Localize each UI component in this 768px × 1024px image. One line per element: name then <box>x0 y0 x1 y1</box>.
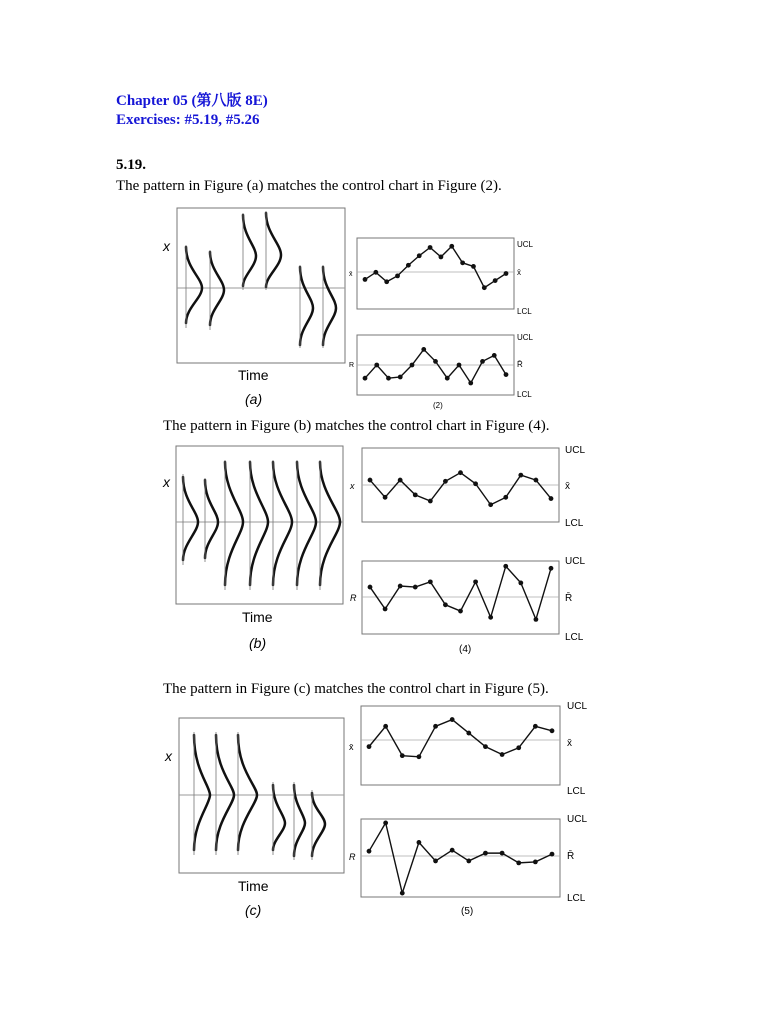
chart-point-11 <box>533 860 538 865</box>
chart-5-r-center-label: R̄ <box>567 851 575 862</box>
chart-4-caption: (4) <box>459 644 472 655</box>
chart-2-caption: (2) <box>433 401 443 410</box>
chart-point-4 <box>395 273 400 278</box>
chart-2-r-axis-symbol: R <box>349 362 355 369</box>
chart-point-12 <box>482 285 487 290</box>
chart-point-8 <box>473 579 478 584</box>
chart-2-r-center-label: R̄ <box>517 360 523 369</box>
chart-4-r-lcl-label: LCL <box>565 632 584 643</box>
chart-point-12 <box>534 478 539 483</box>
chart-point-9 <box>488 615 493 620</box>
chart-4-x-axis-symbol: x <box>350 481 355 491</box>
chart-point-12 <box>550 852 555 857</box>
chart-point-2 <box>374 363 379 368</box>
chart-point-8 <box>483 851 488 856</box>
chart-point-10 <box>468 381 473 386</box>
control-chart-5-xbar <box>349 701 588 797</box>
chart-point-12 <box>550 728 555 733</box>
problem-number: 5.19. <box>116 157 146 173</box>
chart-point-10 <box>503 564 508 569</box>
chart-point-3 <box>400 753 405 758</box>
chart-point-3 <box>386 376 391 381</box>
chart-point-6 <box>421 347 426 352</box>
chart-5-r-lcl-label: LCL <box>567 893 586 904</box>
chart-point-10 <box>460 260 465 265</box>
chart-point-7 <box>428 245 433 250</box>
chart-point-10 <box>503 495 508 500</box>
chart-4-ucl-label: UCL <box>565 445 586 456</box>
chart-point-2 <box>383 724 388 729</box>
chart-4-r-axis-symbol: R <box>350 593 357 603</box>
chart-point-8 <box>439 255 444 260</box>
figure-c-time-label: Time <box>238 878 269 894</box>
chart-point-6 <box>450 848 455 853</box>
chart-point-11 <box>480 359 485 364</box>
chart-point-1 <box>368 585 373 590</box>
figure-b-time-label: Time <box>242 609 273 625</box>
answer-sentence-c: The pattern in Figure (c) matches the control chart in Figure (5). <box>163 681 549 697</box>
chart-point-9 <box>457 363 462 368</box>
chart-point-11 <box>533 724 538 729</box>
chart-4-r-center-label: R̄ <box>565 593 573 604</box>
control-chart-2-xbar <box>349 238 534 318</box>
chart-point-7 <box>466 859 471 864</box>
chart-point-4 <box>413 492 418 497</box>
chart-point-12 <box>492 353 497 358</box>
chart-point-3 <box>398 478 403 483</box>
chart-point-1 <box>368 478 373 483</box>
chart-4-r-ucl-label: UCL <box>565 556 586 567</box>
chart-point-6 <box>450 717 455 722</box>
chart-2-r-ucl-label: UCL <box>517 333 534 342</box>
exercises-heading: Exercises: #5.19, #5.26 <box>116 112 260 128</box>
figure-a-y-label: x <box>163 238 170 254</box>
chart-point-2 <box>383 495 388 500</box>
chart-point-4 <box>417 840 422 845</box>
chart-5-xbar-axis-symbol: x̄ <box>349 742 354 752</box>
chart-point-13 <box>493 278 498 283</box>
chart-point-7 <box>458 470 463 475</box>
chart-point-3 <box>384 279 389 284</box>
chart-point-4 <box>417 754 422 759</box>
chart-point-3 <box>400 891 405 896</box>
chart-point-5 <box>428 499 433 504</box>
chart-point-6 <box>443 479 448 484</box>
chart-point-5 <box>433 859 438 864</box>
figure-c-caption: (c) <box>245 902 262 918</box>
chart-5-lcl-label: LCL <box>567 786 586 797</box>
chart-point-11 <box>471 264 476 269</box>
chart-2-center-label: x̄ <box>517 268 521 277</box>
chart-point-13 <box>549 496 554 501</box>
chart-point-5 <box>410 363 415 368</box>
control-chart-4-r <box>350 556 586 656</box>
chart-point-11 <box>518 581 523 586</box>
chart-5-caption: (5) <box>461 906 474 917</box>
chart-point-5 <box>428 579 433 584</box>
control-chart-2-r <box>349 333 534 415</box>
chart-2-lcl-label: LCL <box>517 307 532 316</box>
chart-5-center-label: x̄ <box>567 738 572 749</box>
figure-b-y-label: x <box>163 474 170 490</box>
chart-point-1 <box>367 849 372 854</box>
chart-point-6 <box>417 253 422 258</box>
chart-point-12 <box>534 617 539 622</box>
chart-point-13 <box>504 372 509 377</box>
chart-series-line <box>369 720 552 757</box>
chart-point-8 <box>445 376 450 381</box>
answer-sentence-b: The pattern in Figure (b) matches the control chart in Figure (4). <box>163 418 550 434</box>
chart-point-2 <box>383 821 388 826</box>
chart-point-2 <box>383 607 388 612</box>
chart-5-r-axis-symbol: R <box>349 852 356 862</box>
chart-point-9 <box>488 502 493 507</box>
chart-point-4 <box>398 375 403 380</box>
chart-point-9 <box>449 244 454 249</box>
chart-series-line <box>370 473 551 505</box>
chart-point-1 <box>363 376 368 381</box>
answer-sentence-a: The pattern in Figure (a) matches the control chart in Figure (2). <box>116 178 502 194</box>
chart-point-10 <box>516 860 521 865</box>
chart-point-10 <box>516 745 521 750</box>
chart-point-1 <box>367 744 372 749</box>
chart-point-14 <box>504 271 509 276</box>
control-chart-5-r <box>349 814 588 919</box>
chart-2-xbar-axis-symbol: x̄ <box>349 271 353 278</box>
chart-point-5 <box>433 724 438 729</box>
chart-series-line <box>369 823 552 893</box>
chart-5-ucl-label: UCL <box>567 701 588 712</box>
chart-point-5 <box>406 263 411 268</box>
chart-4-center-label: x̄ <box>565 481 570 492</box>
chart-point-7 <box>433 359 438 364</box>
chart-point-11 <box>518 473 523 478</box>
control-chart-4-xbar <box>350 445 586 533</box>
chart-4-lcl-label: LCL <box>565 518 584 529</box>
chart-2-ucl-label: UCL <box>517 240 534 249</box>
chart-point-13 <box>549 566 554 571</box>
chart-2-r-lcl-label: LCL <box>517 390 532 399</box>
chart-5-r-ucl-label: UCL <box>567 814 588 825</box>
figure-b-caption: (b) <box>249 635 267 651</box>
chart-point-6 <box>443 602 448 607</box>
chart-point-8 <box>483 744 488 749</box>
chart-point-7 <box>458 609 463 614</box>
figure-a-caption: (a) <box>245 391 263 407</box>
chart-point-2 <box>373 270 378 275</box>
chart-point-3 <box>398 584 403 589</box>
figure-c-y-label: x <box>165 748 172 764</box>
chart-point-1 <box>363 277 368 282</box>
chart-point-9 <box>500 752 505 757</box>
chart-point-9 <box>500 851 505 856</box>
chapter-heading: Chapter 05 (第八版 8E) <box>116 93 268 109</box>
chart-point-4 <box>413 585 418 590</box>
chart-point-7 <box>466 731 471 736</box>
chart-point-8 <box>473 481 478 486</box>
figure-a-time-label: Time <box>238 367 269 383</box>
